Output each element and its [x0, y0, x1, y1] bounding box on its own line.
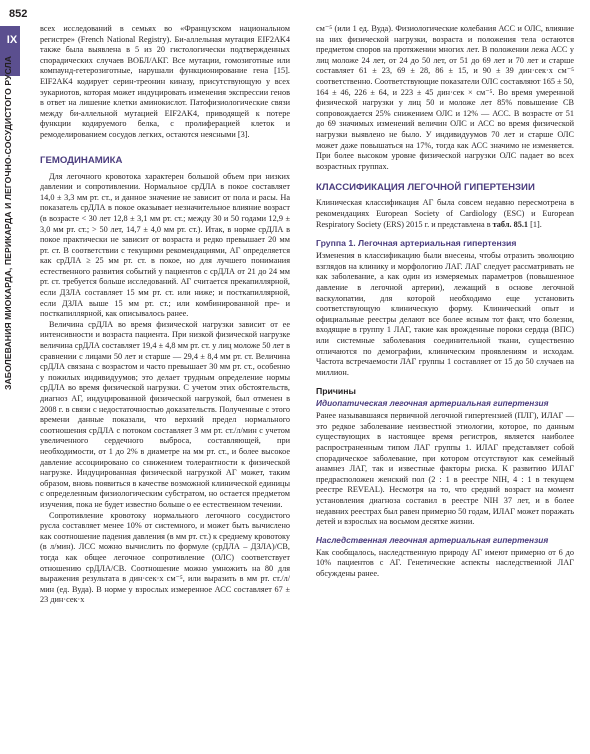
page-number: 852 — [9, 8, 28, 20]
paragraph: Сопротивление кровотоку нормального легочного сосудистого русла составляет менее 10% от системного, и может быть вычислено как соотношение падения давления (в мм рт. ст.) к среднему кровотоку (в л/мин). ЛСС можно вычислить по формуле (срДЛА – ДЗЛА)/СВ, тогда как общее легочное сопротивление (ОЛС) соответствует отношению срДЛА/СВ. Соотношение можно умножить на 80 для выражения результата в дин·сек·х см⁻⁵, или выразить в мм рт. ст./л/мин (ед. Вуда). В норме у взрослых измеренное АСС составляет 67 ± 23 дин·сек·х — [40, 510, 290, 605]
right-column — [316, 24, 574, 579]
paragraph: Для легочного кровотока характерен большой объем при низких давлении и сопротивлении. Нормальное срДЛА в покое составляет 14,0 ± 3,3 мм рт. ст., и данное значение не зависит от пола и расы. На показатель срДЛА в покое оказывает незначительное влияние возраст (в возрасте < 30 лет 12,8 ± 3,1 мм рт. ст.; между 30 и 50 годами 12,9 ± 3,0 мм рт. ст.; > 50 лет, 14,7 ± 4,0 мм рт. ст.). Итак, в норме срДЛА в покое практически не зависит от возраста и редко превышает 20 мм рт. ст. В соответствии с текущими рекомендациями, АГ определяется как срДЛА ≥ 25 мм рт. ст. в покое, но для лучшего понимания естественного развития событий у пациентов с срДЛА от 21 до 24 мм рт. ст. требуется больше исследований. АГ считается прекапиллярной, если ДЗЛА составляет 15 мм рт. ст. или ниже; и посткапиллярной, если ДЗЛА выше 15 мм рт. ст.; или комбинированной пре- и посткапиллярной, как описывалось ранее. — [40, 171, 290, 319]
section-roman-numeral: IX — [6, 34, 18, 46]
running-section-title: ЗАБОЛЕВАНИЯ МИОКАРДА, ПЕРИКАРДА И ЛЕГОЧНО-СОСУДИСТОГО РУСЛА — [3, 55, 13, 390]
paragraph: см⁻⁵ (или 1 ед. Вуда). Физиологические колебания АСС и ОЛС, влияние на них физической нагрузки, возраста и положения тела остаются предметом споров на протяжении многих лет. В положении лежа АСС у лиц моложе 24 лет, от 24 до 50 лет, от 51 до 69 лет и 70 лет и старше составляет 61 ± 23, 69 ± 28, 86 ± 15, и 90 ± 39 дин·сек·х см⁻⁵ соответственно. Соответствующие показатели ОЛС составляют 165 ± 50, 164 ± 46, 226 ± 64, и 223 ± 45 дин·сек × см⁻⁵. Во время умеренной физической нагрузки у лиц 50 и моложе лет 85% повышение СВ сопровождается 25% снижением ОЛС и 12% — АСС. В возрасте от 51 до 69 значимых изменений величин ОЛС и АСС во время физической нагрузки выявлено не было. У индивидуумов 70 лет и старше ОЛС может даже повышаться на 17%, тогда как АСС значимо не изменяется. При более высоком уровне физической нагрузки ОЛС падает во всех возрастных группах. — [316, 24, 574, 171]
subsubsection-heading: Идиопатическая легочная артериальная гипертензия — [316, 398, 549, 409]
left-column — [40, 24, 290, 606]
subsubsection-heading: Наследственная легочная артериальная гипертензия — [316, 534, 549, 545]
paragraph: Изменения в классификацию были внесены, чтобы отразить эволюцию взглядов на клинику и морфологию ЛАГ. ЛАГ следует рассматривать не как заболевание, а как один из измеряемых параметров (повышенное давление в легочной артерии), лежащий в основе легочной васкулопатии, для которой необходимо еще установить соответствующую клиническую форму. Клинический опыт и официальные реестры делают все более ясным тот факт, что болезни, входящие в группу 1 ЛАГ, такие как врожденные пороки сердца (ВПС) или системные заболевания соединительной ткани, существенно отличаются по демографии, клиническим проявлениям и исходам. Частота встречаемости ЛАГ группы 1 составляет от 15 до 50 случаев на миллион. — [316, 251, 574, 377]
table-reference[interactable]: табл. 85.1 — [492, 219, 529, 229]
subsection-heading: Причины — [316, 386, 356, 397]
section-heading: КЛАССИФИКАЦИЯ ЛЕГОЧНОЙ ГИПЕРТЕНЗИИ — [316, 182, 535, 194]
paragraph: Величина срДЛА во время физической нагрузки зависит от ее интенсивности и возраста пациента. При низкой физической нагрузке величина срДЛА составляет 19,4 ± 4,8 мм рт. ст. у лиц моложе 50 лет в сравнении с лицами 50 лет и старше — 29,4 ± 8,4 мм рт. ст. Величина срДЛА связана с возрастом и часто превышает 30 мм рт. ст., особенно у пожилых индивидуумов; это делает трудным определение нормы срДЛА во время физической нагрузки. С учетом этих обстоятельств, диагноз АГ, индуцированной физической нагрузкой, был отменен в 2008 г. в связи с недостаточностью доказательств. Полученные с этого времени данные показали, что верхний предел нормального соотношения срДЛА с потоком составляет 3 мм рт. ст./л/мин с учетом увеличенного сердечного выброса, составляющей, при необходимости, от 1 до 2% в диаметре на мм рт. ст., и более высокое давление ассоциировано со снижением толерантности к физической нагрузке. Индуцированная физической нагрузкой АГ может, таким образом, вновь появиться в качестве возможной клинической единицы с определенным физиологическим субстратом, но остается предметом изучения, пока не будет известно больше о ее естественном течении. — [40, 319, 290, 509]
paragraph: Ранее называвшаяся первичной легочной гипертензией (ПЛГ), ИЛАГ — это редкое заболевание неизвестной этиологии, которое, по данным существующих в настоящее время регистров, является наиболее распространенным типом ЛАГ группы 1. ИЛАГ представляет собой спорадическое заболевание, при котором отсутствуют как семейный анамнез ЛАГ, так и известные факторы риска. К развитию ИЛАГ предрасположен женский пол (2 : 1 в реестре NIH, 4 : 1 в текущем реестре REVEAL). Несмотря на то, что средний возраст на момент установления диагноза составил в реестре NIH 37 лет, и в более недавних реестрах был равен примерно 50 годам, ИЛАГ может поражать детей и взрослых на восьмом десятке жизни. — [316, 411, 574, 527]
section-heading: ГЕМОДИНАМИКА — [40, 154, 123, 166]
paragraph: Как сообщалось, наследственную природу АГ имеют примерно от 6 до 10% пациентов с АГ. Генетические аспекты наследственной ЛАГ обсуждены ранее. — [316, 547, 574, 578]
paragraph: всех исследований в семьях во «Французском национальном регистре» (French National Registry). Би-аллельная мутация EIF2AK4 также была выявлена в 5 из 20 гистологически подтвержденных спорадических случаев ВОБЛ/АКГ. Все мутации, гомозиготные или компаунд-гетерозиготные, нарушали функционирование гена [15]. EIF2AK4 кодирует серин-треонин киназу, присутствующую у всех эукариотов, которая может индуцировать изменения экспрессии генов в ответ на лишение клетки аминокислот. Патофизиологические связи между би-аллельной мутацией EIF2AK4, приводящей к потере функции кодируемого белка, с пролиферацией клеток и ремоделированием сосудов легких, остаются неясными [3]. — [40, 24, 290, 139]
paragraph: Клиническая классификация АГ была совсем недавно пересмотрена в рекомендациях European Society of Cardiology (ESC) и European Respiratory Society (ERS) 2015 г. и представлена в табл. 85.1 [1]. — [316, 198, 574, 229]
subsection-heading: Группа 1. Легочная артериальная гипертензия — [316, 238, 517, 249]
